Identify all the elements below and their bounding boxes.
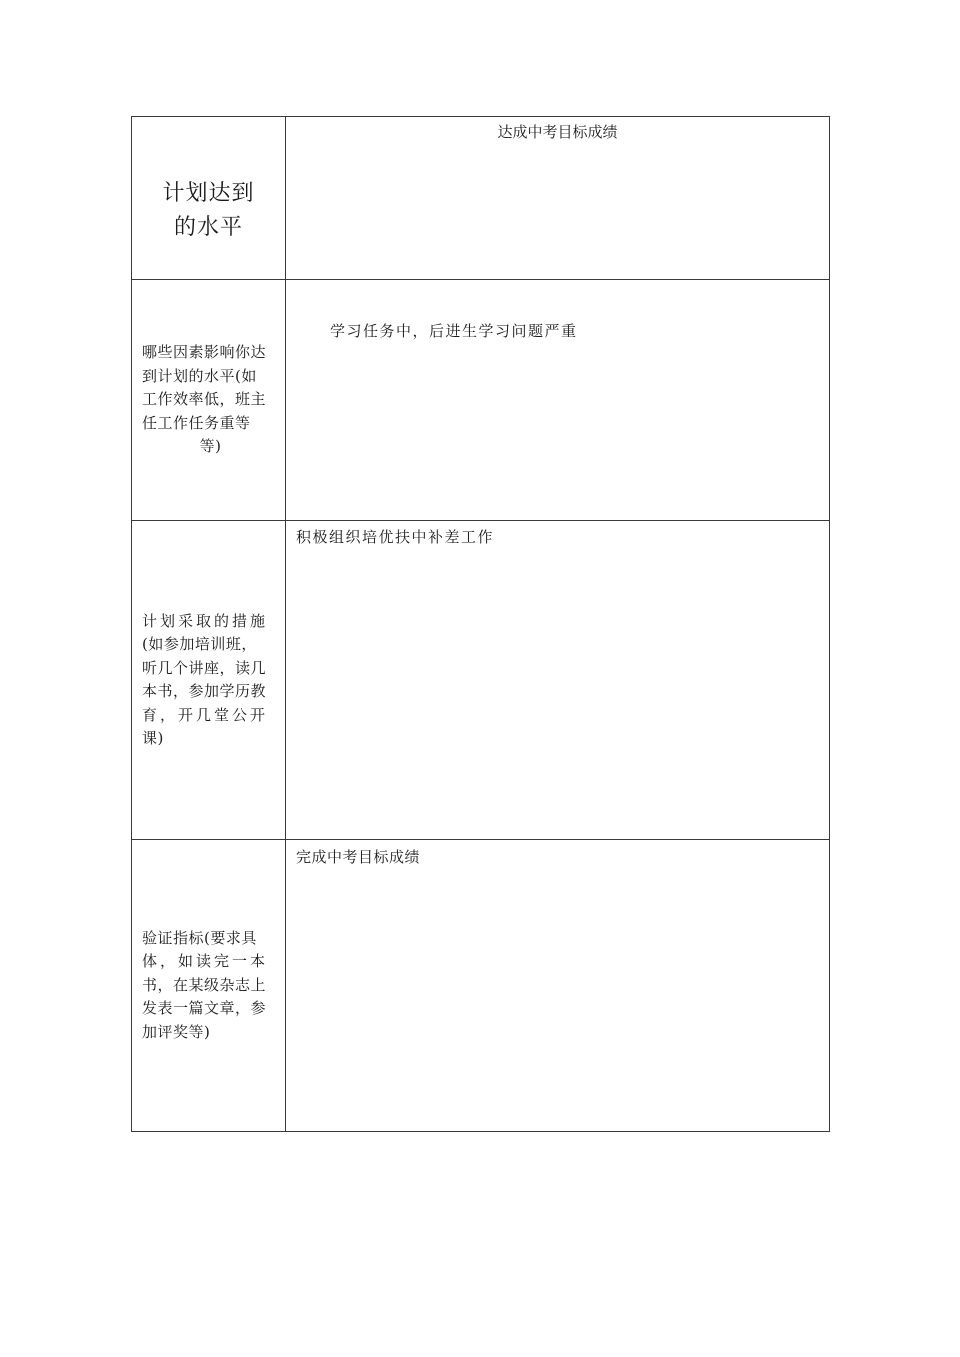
content-verification bbox=[286, 840, 830, 1132]
label-target-level bbox=[132, 117, 286, 280]
label-line: 验证指标(要求具 bbox=[142, 928, 257, 947]
plan-table bbox=[131, 116, 830, 1132]
label-line: 的水平 bbox=[173, 215, 243, 240]
label-line: 体，如读完一本 bbox=[142, 952, 269, 971]
label-line: 工作效率低，班主 bbox=[142, 390, 267, 409]
label-line: 计划采取的措施 bbox=[142, 611, 269, 630]
label-line: 课) bbox=[142, 729, 164, 747]
label-line: 育，开几堂公开 bbox=[142, 705, 269, 724]
label-line: 加评奖等) bbox=[142, 1022, 211, 1041]
label-measures bbox=[132, 521, 286, 840]
table-row-influencing-factors bbox=[132, 280, 830, 521]
content-influencing-factors bbox=[286, 280, 830, 521]
label-influencing-factors bbox=[132, 280, 286, 521]
content-measures bbox=[286, 521, 830, 840]
label-line: 哪些因素影响你达 bbox=[142, 343, 267, 362]
content-text: 达成中考目标成绩 bbox=[497, 123, 618, 141]
table-row-verification bbox=[132, 840, 830, 1132]
content-text: 积极组织培优扶中补差工作 bbox=[296, 528, 495, 546]
table-row-measures bbox=[132, 521, 830, 840]
label-line: (如参加培训班， bbox=[142, 635, 257, 653]
label-line: 任工作任务重等 bbox=[142, 413, 251, 432]
label-line: 计划达到 bbox=[162, 181, 255, 206]
content-text: 完成中考目标成绩 bbox=[296, 848, 421, 866]
label-line: 听几个讲座，读几 bbox=[142, 658, 267, 677]
label-line: 到计划的水平(如 bbox=[142, 366, 257, 385]
content-text: 学习任务中，后进生学习问题严重 bbox=[330, 322, 578, 340]
label-line: 发表一篇文章，参 bbox=[142, 999, 267, 1018]
table-row-target-level bbox=[132, 117, 830, 280]
content-target-level bbox=[286, 117, 830, 280]
label-line: 本书，参加学历教 bbox=[142, 682, 267, 700]
label-line: 等) bbox=[199, 437, 222, 456]
label-line: 书，在某级杂志上 bbox=[142, 975, 267, 994]
label-verification bbox=[132, 840, 286, 1132]
